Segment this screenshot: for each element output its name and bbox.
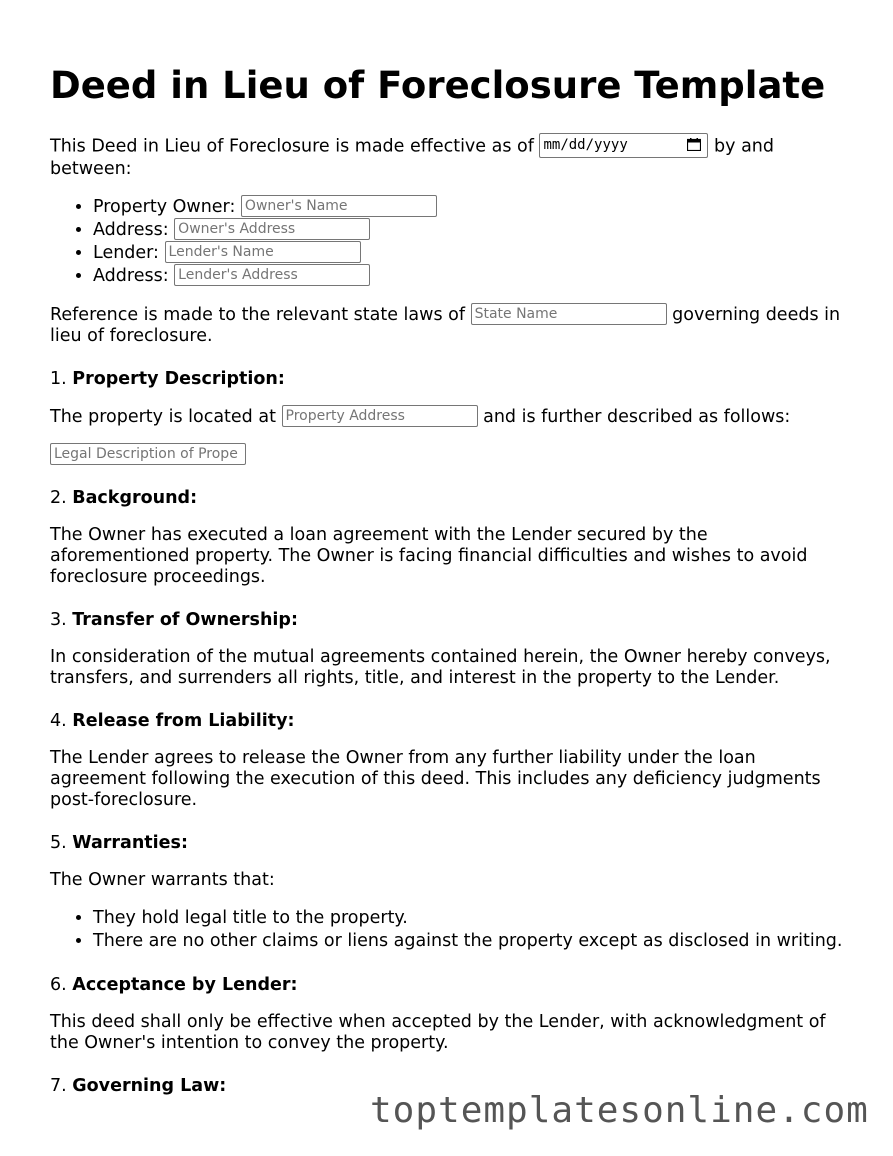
property-location-paragraph: The property is located at Property Address and is further described as follows:	[50, 407, 791, 427]
owner-name-input[interactable]: Owner's Name	[241, 195, 437, 217]
intro-paragraph: This Deed in Lieu of Foreclosure is made effective as of mm/dd/yyyy by and between:	[50, 134, 850, 180]
lender-address-input[interactable]: Lender's Address	[174, 264, 370, 286]
section-heading-5: 5. Warranties:	[50, 833, 188, 853]
property-address-input[interactable]: Property Address	[282, 405, 478, 427]
section-text-2: The Owner has executed a loan agreement with the Lender secured by the aforementioned property. The Owner is facing financial difficulties and wishes to avoid foreclosure proceedings.	[50, 525, 808, 587]
list-item: • Address: Owner's Address	[93, 219, 850, 242]
watermark: toptemplatesonline.com	[370, 1090, 869, 1131]
warranties-list	[50, 907, 850, 953]
list-item: • Lender: Lender's Name	[93, 242, 850, 265]
section-text-5: The Owner warrants that:	[50, 870, 275, 890]
legal-description-row	[50, 444, 850, 466]
document	[50, 0, 850, 1113]
list-item: • There are no other claims or liens against the property except as disclosed in writing.	[93, 930, 850, 953]
list-item: • They hold legal title to the property.	[93, 907, 850, 930]
owner-address-input[interactable]: Owner's Address	[174, 218, 370, 240]
section-heading-4: 4. Release from Liability:	[50, 711, 295, 731]
calendar-icon[interactable]	[687, 138, 701, 151]
section-text-4: The Lender agrees to release the Owner from any further liability under the loan agreement following the execution of this deed. This includes any deficiency judgments post-foreclosure.	[50, 748, 821, 810]
list-item: • Address: Lender's Address	[93, 265, 850, 288]
legal-description-input[interactable]: Legal Description of Prope	[50, 443, 246, 465]
state-name-input[interactable]: State Name	[471, 303, 667, 325]
effective-date-input[interactable]: mm/dd/yyyy	[539, 133, 708, 158]
section-text-6: This deed shall only be effective when accepted by the Lender, with acknowledgment of the Owner's intention to convey the property.	[50, 1012, 826, 1053]
parties-list	[50, 196, 850, 288]
page-title: Deed in Lieu of Foreclosure Template	[50, 64, 826, 107]
list-item: • Property Owner: Owner's Name	[93, 196, 850, 219]
section-heading-2: 2. Background:	[50, 488, 198, 508]
section-heading-3: 3. Transfer of Ownership:	[50, 610, 298, 630]
lender-name-input[interactable]: Lender's Name	[165, 241, 361, 263]
section-text-3: In consideration of the mutual agreements contained herein, the Owner hereby conveys, transfers, and surrenders all rights, title, and interest in the property to the Lender.	[50, 647, 831, 688]
section-heading-6: 6. Acceptance by Lender:	[50, 975, 298, 995]
section-heading-1: 1. Property Description:	[50, 369, 285, 389]
section-heading-7: 7. Governing Law:	[50, 1076, 227, 1096]
reference-paragraph: Reference is made to the relevant state laws of State Name governing deeds in lieu of foreclosure.	[50, 305, 841, 346]
